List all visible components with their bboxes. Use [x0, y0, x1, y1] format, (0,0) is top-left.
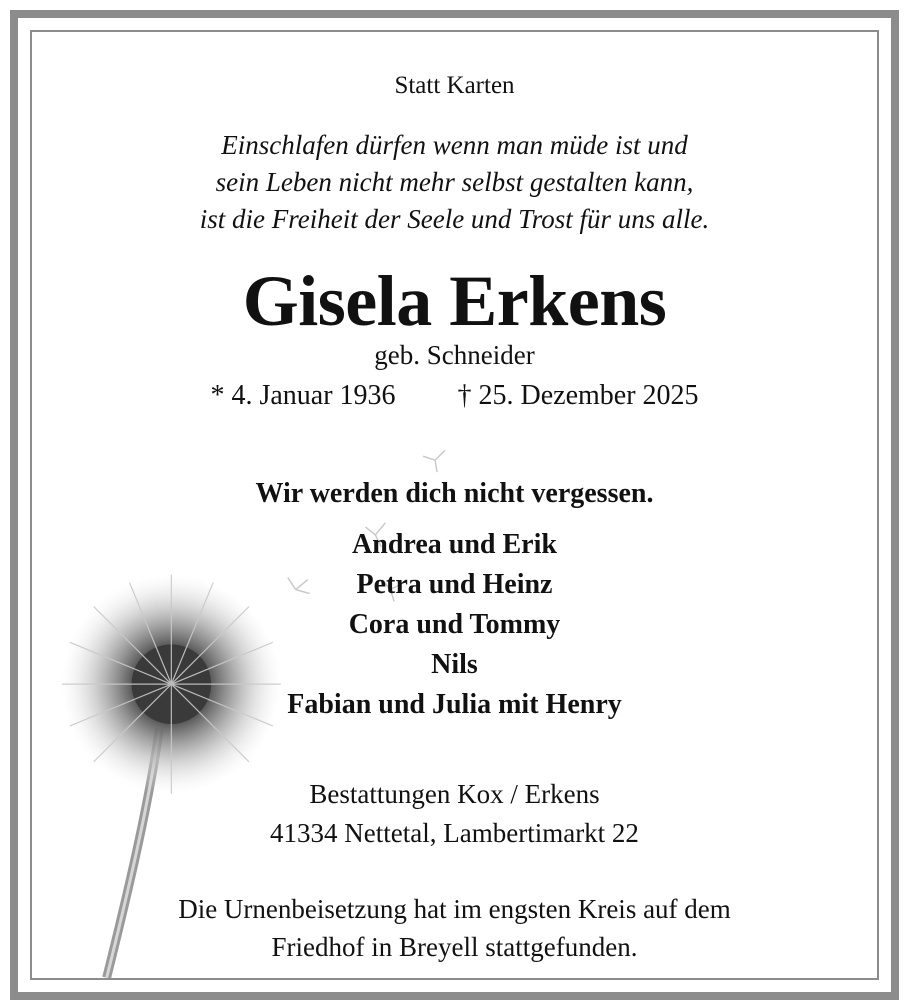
remembrance-text: Wir werden dich nicht vergessen. — [255, 478, 654, 509]
birth-date: * 4. Januar 1936 — [210, 380, 396, 411]
family-line-5: Fabian und Julia mit Henry — [287, 689, 622, 720]
notice-inner-border — [30, 30, 879, 980]
notice-frame — [10, 10, 899, 1000]
deceased-name: Gisela Erkens — [242, 261, 667, 341]
family-line-2: Petra und Heinz — [356, 569, 553, 600]
poem-line-2: sein Leben nicht mehr selbst gestalten kann, — [215, 167, 694, 197]
death-date: † 25. Dezember 2025 — [457, 380, 699, 411]
family-line-1: Andrea und Erik — [352, 529, 557, 560]
family-line-4: Nils — [431, 649, 478, 680]
funeral-home: Bestattungen Kox / Erkens — [309, 779, 600, 809]
burial-note-line-1: Die Urnenbeisetzung hat im engsten Kreis auf dem — [178, 894, 731, 924]
poem-line-1: Einschlafen dürfen wenn man müde ist und — [221, 130, 688, 160]
funeral-home-address: 41334 Nettetal, Lambertimarkt 22 — [270, 818, 639, 848]
maiden-name: geb. Schneider — [374, 340, 535, 370]
header-text: Statt Karten — [394, 72, 515, 99]
family-line-3: Cora und Tommy — [348, 609, 561, 640]
burial-note-line-2: Friedhof in Breyell stattgefunden. — [271, 932, 638, 962]
life-dates — [32, 380, 877, 412]
poem-line-3: ist die Freiheit der Seele und Trost für uns alle. — [199, 204, 710, 234]
